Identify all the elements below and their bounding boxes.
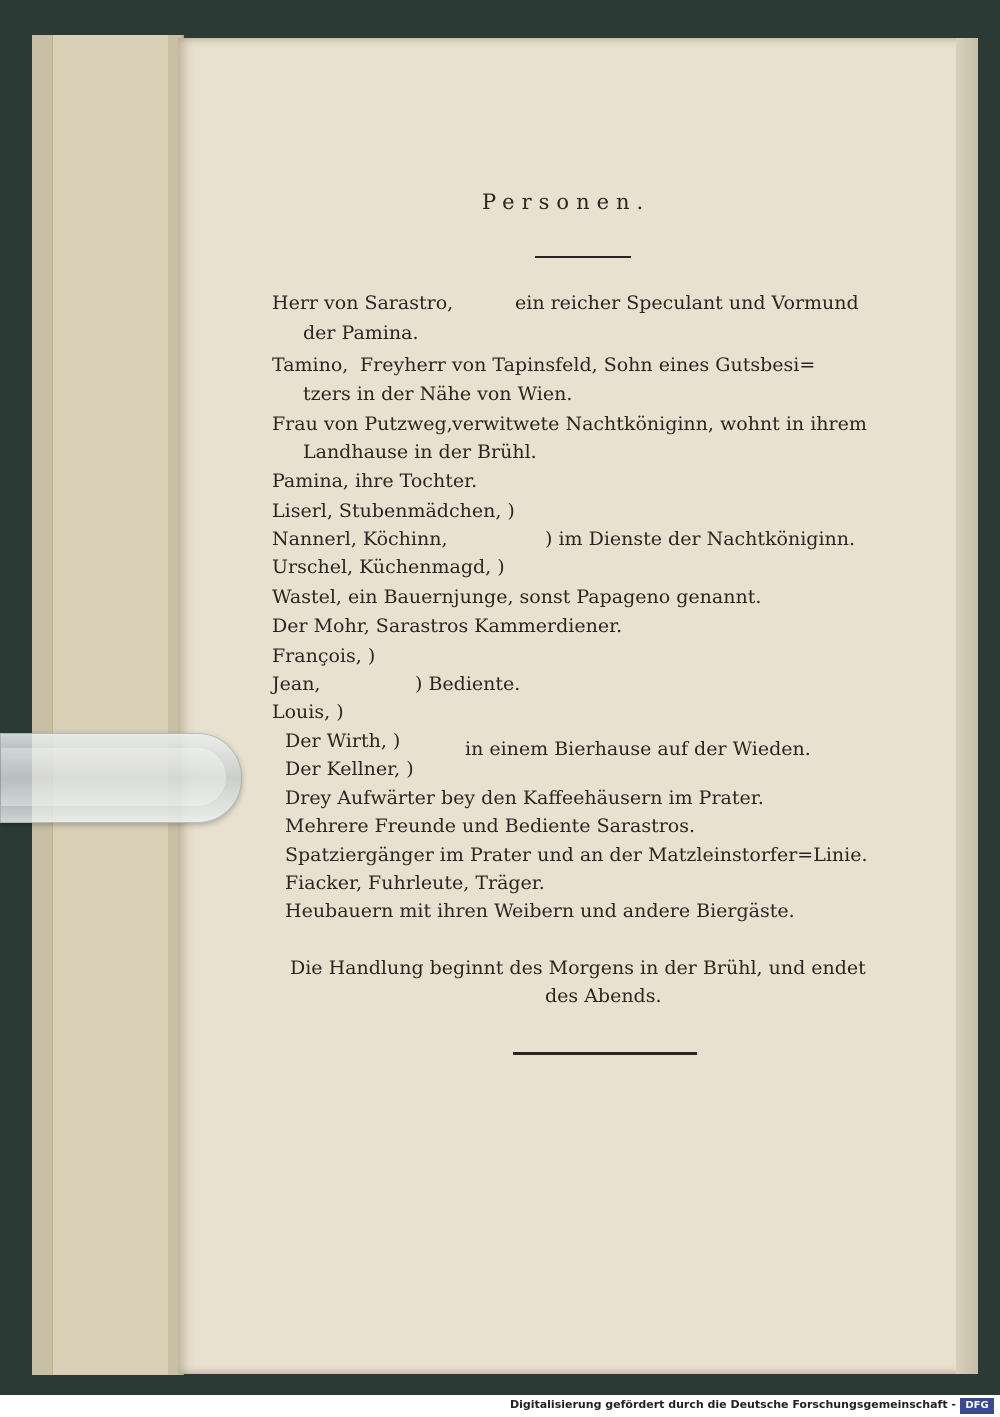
title-rule	[535, 256, 631, 258]
cast-line-freunde: Mehrere Freunde und Bediente Sarastros.	[285, 815, 696, 837]
back-cover-inner-leaf	[52, 35, 168, 1375]
footer-bar	[0, 1395, 1000, 1417]
closing-rule	[513, 1052, 697, 1055]
cast-line-louis: Louis, )	[272, 701, 344, 723]
cast-line-jean: Jean,	[272, 673, 321, 695]
setting-note-line2: des Abends.	[545, 985, 662, 1007]
cast-line-liserl: Liserl, Stubenmädchen, )	[272, 500, 515, 522]
cast-line-tamino: Tamino,	[272, 354, 349, 376]
page-clip	[0, 733, 242, 823]
cast-line-putzweg-desc: verwitwete Nachtköniginn, wohnt in ihrem	[452, 413, 867, 435]
footer-credit: Digitalisierung gefördert durch die Deutsche Forschungsgemeinschaft -	[509, 1398, 956, 1411]
cast-line-urschel: Urschel, Küchenmagd, )	[272, 556, 505, 578]
dfg-logo: DFG	[960, 1398, 994, 1414]
cast-line-wastel: Wastel, ein Bauernjunge, sonst Papageno genannt.	[272, 586, 762, 608]
cast-line-sarastro: Herr von Sarastro,	[272, 292, 454, 314]
cast-line-aufwaerter: Drey Aufwärter bey den Kaffeehäusern im Prater.	[285, 787, 764, 809]
cast-line-wirth: Der Wirth, )	[285, 730, 401, 752]
setting-note-line1: Die Handlung beginnt des Morgens in der Brühl, und endet	[290, 957, 866, 979]
cast-line-jean-note: ) Bediente.	[415, 673, 521, 695]
cast-line-wirth-note: in einem Bierhause auf der Wieden.	[465, 738, 811, 760]
page-title: Personen.	[482, 190, 651, 214]
cast-line-kellner: Der Kellner, )	[285, 758, 414, 780]
cast-line-mohr: Der Mohr, Sarastros Kammerdiener.	[272, 615, 623, 637]
cast-line-sarastro-cont: der Pamina.	[303, 322, 419, 344]
cast-line-francois: François, )	[272, 645, 376, 667]
cast-line-heubauern: Heubauern mit ihren Weibern und andere Biergäste.	[285, 900, 795, 922]
cast-line-fiacker: Fiacker, Fuhrleute, Träger.	[285, 872, 545, 894]
cast-line-nannerl-note: ) im Dienste der Nachtköniginn.	[545, 528, 856, 550]
page-edge	[956, 38, 978, 1374]
cast-line-sarastro-desc: ein reicher Speculant und Vormund	[515, 292, 859, 314]
cast-line-tamino-desc: Freyherr von Tapinsfeld, Sohn eines Gutsbesi=	[360, 354, 816, 376]
cast-line-spatziergaenger: Spatziergänger im Prater und an der Matzleinstorfer=Linie.	[285, 844, 868, 866]
cast-line-putzweg: Frau von Putzweg,	[272, 413, 453, 435]
cast-line-pamina: Pamina, ihre Tochter.	[272, 470, 478, 492]
cast-line-tamino-cont: tzers in der Nähe von Wien.	[303, 383, 573, 405]
cast-line-putzweg-cont: Landhause in der Brühl.	[303, 441, 537, 463]
cast-line-nannerl: Nannerl, Köchinn,	[272, 528, 448, 550]
